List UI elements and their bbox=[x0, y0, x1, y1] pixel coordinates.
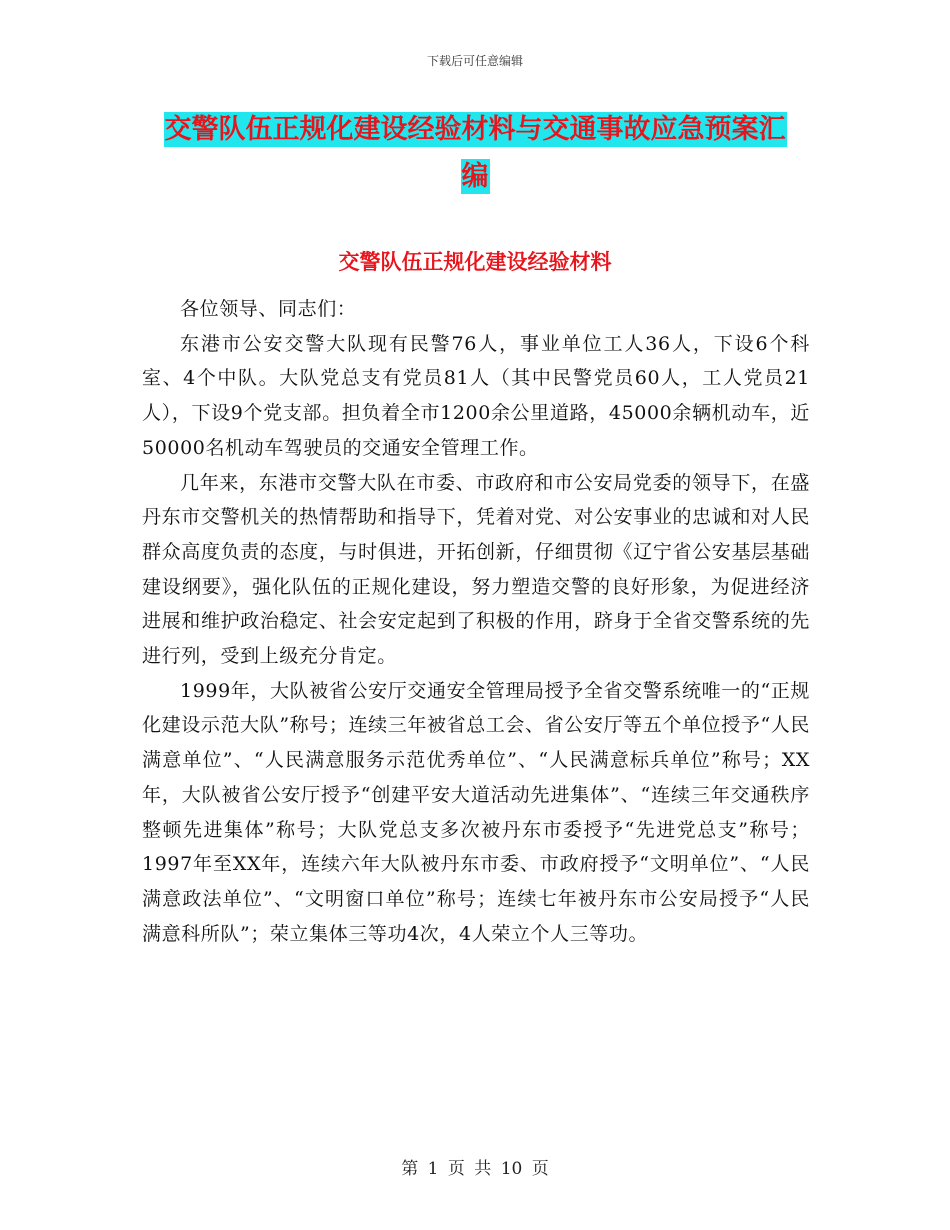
body-paragraph: 1999年，大队被省公安厅交通安全管理局授予全省交警系统唯一的“正规化建设示范大队”称号；连续三年被省总工会、省公安厅等五个单位授予“人民满意单位”、“人民满意服务示范优秀单位”、“人民满意标兵单位”称号；XX年，大队被省公安厅授予“创建平安大道活动先进集体”、“连续三年交通秩序整顿先进集体”称号；大队党总支多次被丹东市委授予“先进党总支”称号；1997年至XX年，连续六年大队被丹东市委、市政府授予“文明单位”、“人民满意政法单位”、“文明窗口单位”称号；连续七年被丹东市公安局授予“人民满意科所队”；荣立集体三等功4次，4人荣立个人三等功。 bbox=[142, 679, 810, 945]
document-title bbox=[140, 106, 810, 200]
document-body bbox=[142, 292, 810, 951]
body-paragraph: 东港市公安交警大队现有民警76人，事业单位工人36人，下设6个科室、4个中队。大队党总支有党员81人（其中民警党员60人，工人党员21人），下设9个党支部。担负着全市1200余公里道路，45000余辆机动车，近50000名机动车驾驶员的交通安全管理工作。 bbox=[142, 332, 810, 459]
document-title-line-1: 交警队伍正规化建设经验材料与交通事故应急预案汇 bbox=[164, 114, 786, 145]
page-header-note: 下载后可任意编辑 bbox=[426, 54, 523, 68]
page-number-footer: 第 1 页 共 10 页 bbox=[401, 1159, 549, 1179]
body-paragraph: 几年来，东港市交警大队在市委、市政府和市公安局党委的领导下，在盛丹东市交警机关的热情帮助和指导下，凭着对党、对公安事业的忠诚和对人民群众高度负责的态度，与时俱进，开拓创新，仔细贯彻《辽宁省公安基层基础建设纲要》，强化队伍的正规化建设，努力塑造交警的良好形象，为促进经济进展和维护政治稳定、社会安定起到了积极的作用，跻身于全省交警系统的先进行列，受到上级充分肯定。 bbox=[142, 471, 810, 668]
salutation-paragraph: 各位领导、同志们： bbox=[180, 298, 357, 320]
document-title-line-2: 编 bbox=[461, 161, 489, 192]
section-title: 交警队伍正规化建设经验材料 bbox=[338, 250, 612, 274]
